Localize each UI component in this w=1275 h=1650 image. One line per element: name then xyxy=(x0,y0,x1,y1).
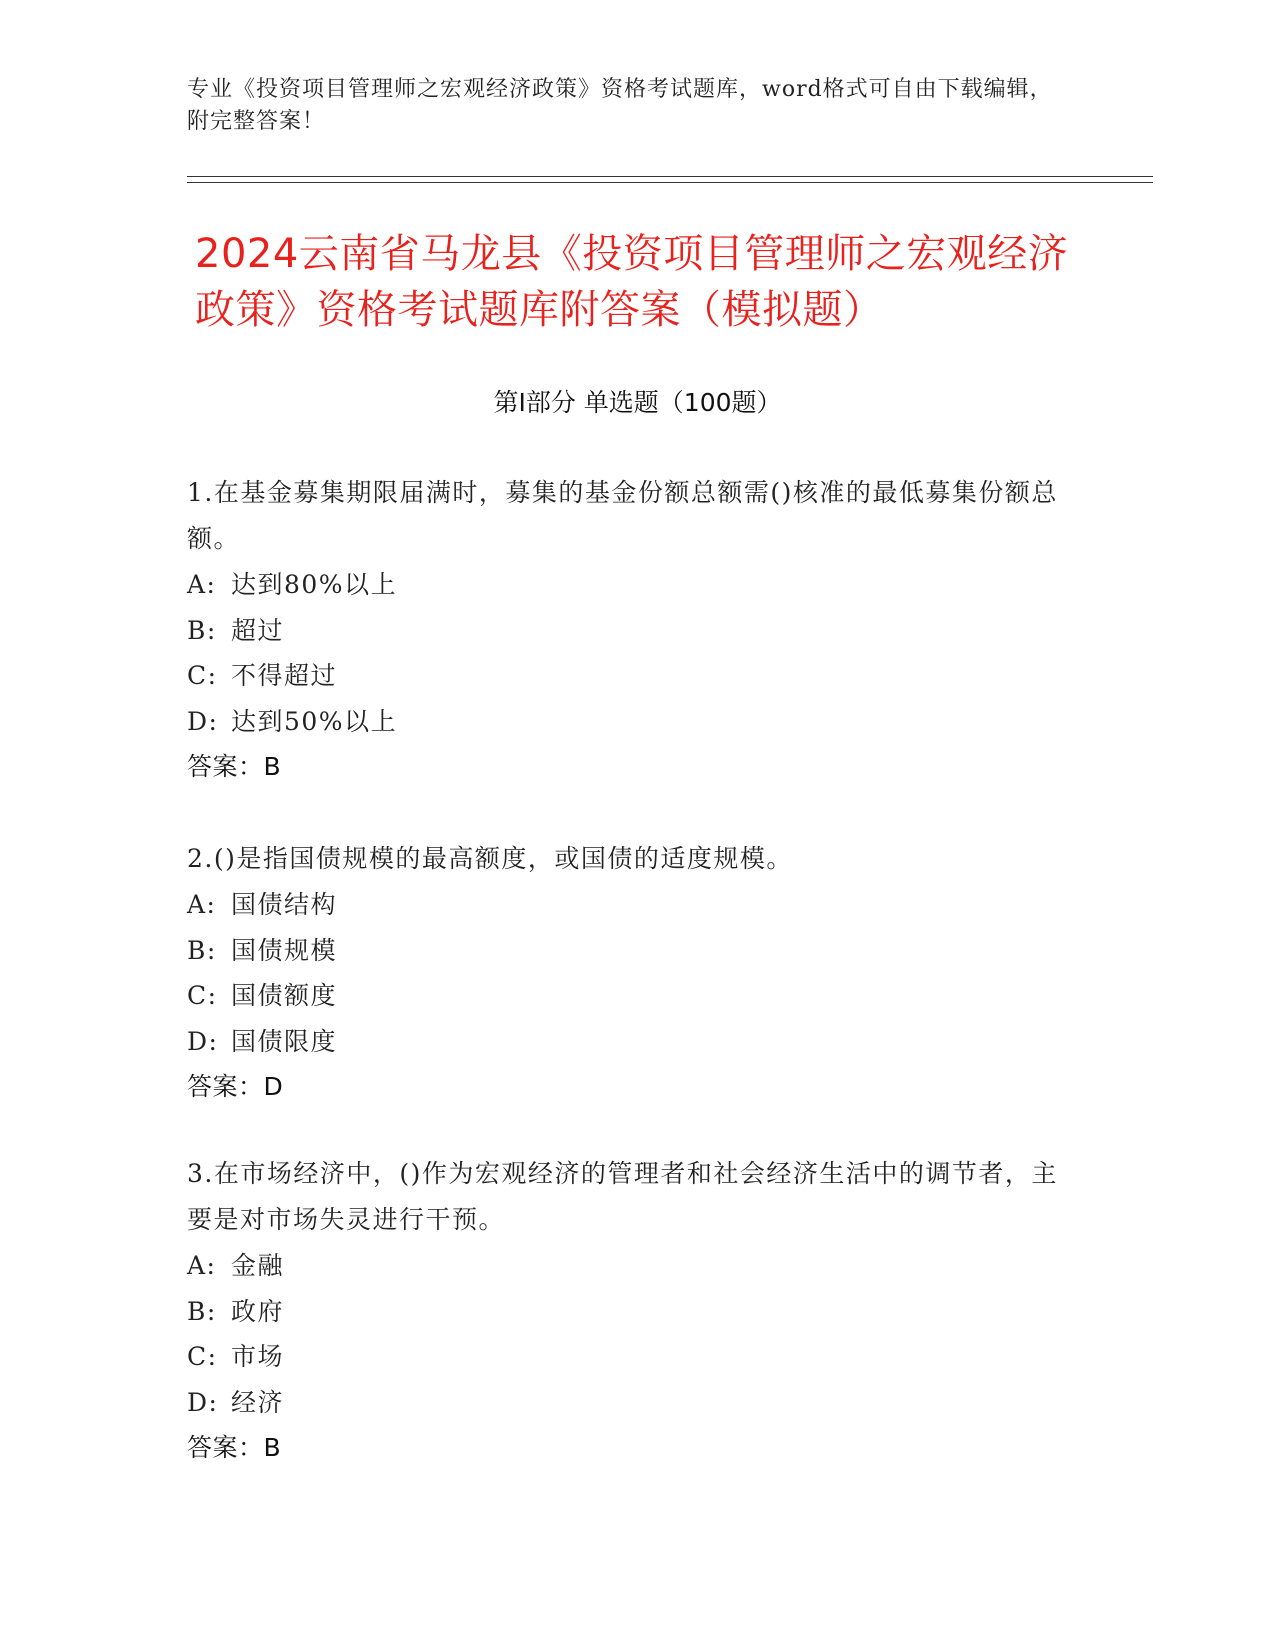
question-option xyxy=(187,653,1067,699)
option-letter: B: xyxy=(187,615,217,645)
answer-value: B xyxy=(263,1433,282,1462)
question-block xyxy=(187,1151,1067,1471)
answer-value: B xyxy=(263,752,282,781)
question-option xyxy=(187,882,1067,928)
question-option xyxy=(187,1289,1067,1335)
question-option xyxy=(187,928,1067,974)
option-text: 政府 xyxy=(231,1296,285,1326)
question-answer xyxy=(187,1064,1067,1110)
option-text: 市场 xyxy=(231,1342,285,1371)
option-letter: A: xyxy=(187,890,217,919)
answer-value: D xyxy=(263,1072,284,1101)
question-option xyxy=(187,1019,1067,1065)
question-block xyxy=(187,470,1067,790)
question-option xyxy=(187,699,1067,745)
question-option xyxy=(187,1334,1067,1380)
option-letter: A: xyxy=(187,1251,217,1280)
question-stem: 3.在市场经济中，()作为宏观经济的管理者和社会经济生活中的调节者，主要是对市场失灵进行干预。 xyxy=(187,1159,1058,1234)
option-letter: B: xyxy=(187,1296,217,1326)
option-text: 国债额度 xyxy=(231,981,338,1010)
answer-prefix: 答案： xyxy=(187,1433,264,1462)
answer-prefix: 答案： xyxy=(187,1072,264,1101)
option-text: 国债规模 xyxy=(231,935,338,965)
header-note: 专业《投资项目管理师之宏观经济政策》资格考试题库，word格式可自由下载编辑，附完整答案！ xyxy=(187,77,1053,134)
option-letter: D: xyxy=(187,1026,219,1056)
option-letter: C: xyxy=(187,661,218,690)
section-heading: 第Ⅰ部分 单选题（100题） xyxy=(493,388,782,417)
option-text: 超过 xyxy=(231,615,285,645)
question-answer xyxy=(187,744,1067,790)
option-text: 达到50%以上 xyxy=(231,706,398,736)
question-answer xyxy=(187,1425,1067,1471)
question-option xyxy=(187,973,1067,1019)
option-text: 不得超过 xyxy=(231,661,338,690)
answer-prefix: 答案： xyxy=(187,752,264,781)
option-letter: D: xyxy=(187,1387,219,1417)
document-title: 2024云南省马龙县《投资项目管理师之宏观经济政策》资格考试题库附答案（模拟题） xyxy=(195,231,1069,333)
header-divider-bottom xyxy=(187,182,1153,183)
question-option xyxy=(187,1380,1067,1426)
option-letter: B: xyxy=(187,935,217,965)
question-option xyxy=(187,562,1067,608)
question-stem: 2.()是指国债规模的最高额度，或国债的适度规模。 xyxy=(187,844,793,873)
option-text: 金融 xyxy=(231,1251,285,1280)
header-divider-top xyxy=(187,176,1153,177)
option-text: 国债限度 xyxy=(231,1026,338,1056)
option-letter: A: xyxy=(187,570,217,599)
question-option xyxy=(187,608,1067,654)
option-letter: C: xyxy=(187,1342,218,1371)
option-letter: C: xyxy=(187,981,218,1010)
question-stem: 1.在基金募集期限届满时，募集的基金份额总额需()核准的最低募集份额总额。 xyxy=(187,478,1058,553)
option-text: 经济 xyxy=(231,1387,285,1417)
option-text: 达到80%以上 xyxy=(231,570,398,599)
option-text: 国债结构 xyxy=(231,890,338,919)
option-letter: D: xyxy=(187,706,219,736)
question-block xyxy=(187,836,1067,1110)
question-option xyxy=(187,1243,1067,1289)
